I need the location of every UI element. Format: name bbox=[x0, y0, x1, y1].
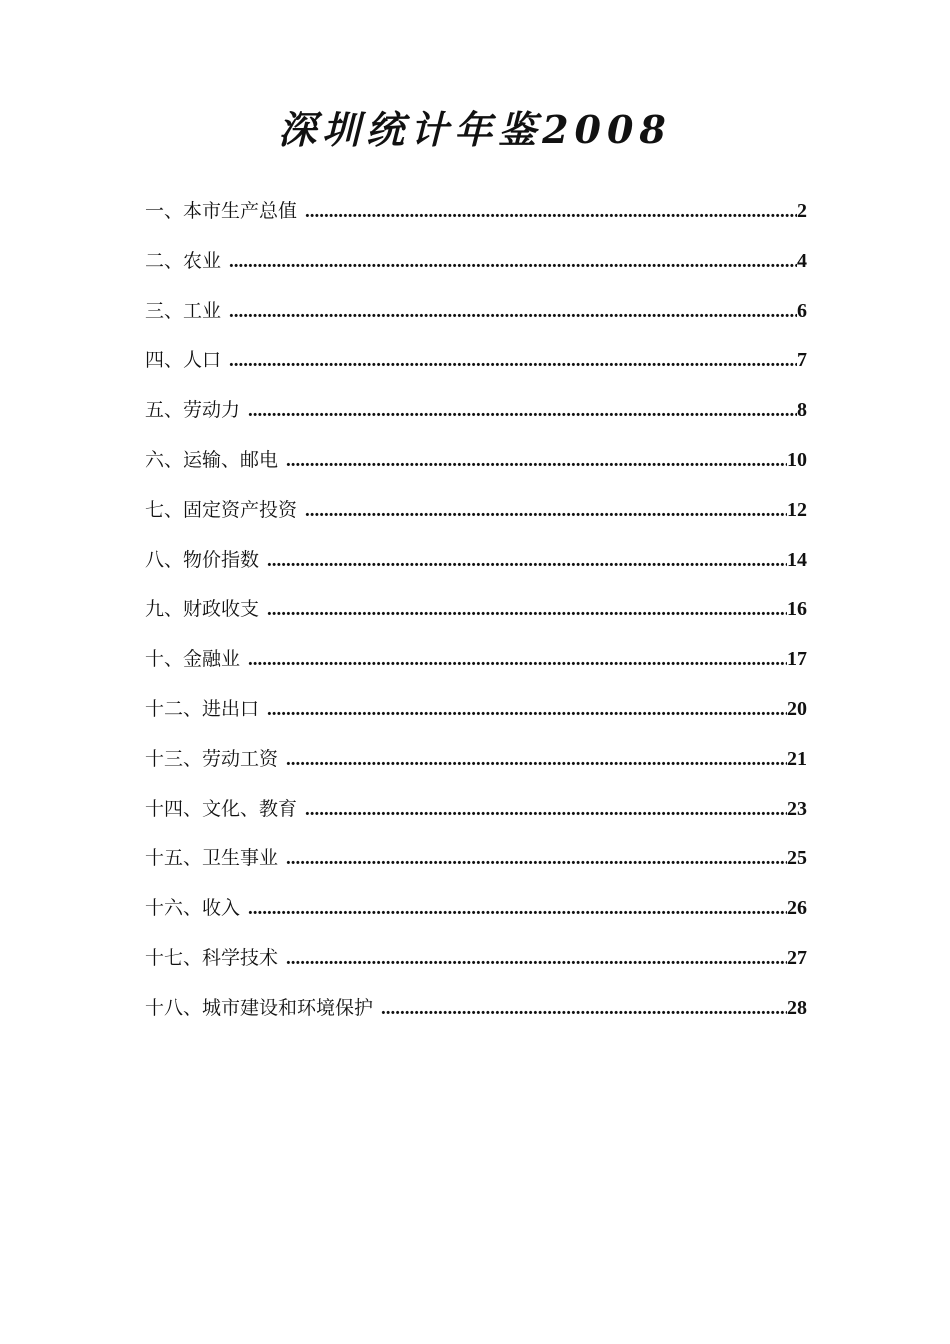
toc-dot-leader bbox=[286, 739, 787, 781]
toc-dot-leader bbox=[248, 390, 797, 432]
toc-entry-label: 七、固定资产投资 bbox=[145, 498, 298, 521]
toc-dot-leader bbox=[305, 191, 797, 233]
toc-dot-leader bbox=[229, 291, 797, 333]
toc-page-number: 7 bbox=[797, 349, 807, 372]
toc-entry[interactable] bbox=[145, 638, 807, 688]
toc-entry[interactable] bbox=[145, 688, 807, 738]
toc-dot-leader bbox=[229, 241, 797, 283]
toc-page-number: 12 bbox=[787, 498, 807, 521]
toc-page-number: 8 bbox=[797, 399, 807, 422]
toc-page-number: 10 bbox=[787, 448, 807, 471]
toc-page-number: 23 bbox=[787, 797, 807, 820]
toc-dot-leader bbox=[305, 490, 787, 532]
toc-entry-label: 十三、劳动工资 bbox=[145, 747, 279, 770]
toc-entry[interactable] bbox=[145, 339, 807, 389]
toc-dot-leader bbox=[267, 540, 787, 582]
toc-entry-label: 五、劳动力 bbox=[145, 399, 241, 422]
toc-entry[interactable] bbox=[145, 887, 807, 937]
toc-entry[interactable] bbox=[145, 389, 807, 439]
toc-page-number: 2 bbox=[797, 200, 807, 222]
toc-page-number: 6 bbox=[797, 299, 807, 322]
toc-entry[interactable] bbox=[145, 539, 807, 589]
toc-dot-leader bbox=[305, 789, 787, 831]
toc-entry-label: 一、本市生产总值 bbox=[145, 200, 298, 222]
toc-dot-leader bbox=[267, 589, 787, 631]
toc-entry-label: 十八、城市建设和环境保护 bbox=[145, 996, 374, 1019]
toc-page-number: 21 bbox=[787, 747, 807, 770]
toc-entry-label: 六、运输、邮电 bbox=[145, 448, 279, 471]
toc-dot-leader bbox=[286, 838, 787, 880]
toc-page-number: 20 bbox=[787, 697, 807, 720]
toc-entry[interactable] bbox=[145, 290, 807, 340]
toc-dot-leader bbox=[248, 639, 787, 681]
toc-dot-leader bbox=[286, 938, 787, 980]
toc-entry-label: 八、物价指数 bbox=[145, 548, 260, 571]
toc-page-number: 26 bbox=[787, 897, 807, 920]
toc-entry-label: 十六、收入 bbox=[145, 897, 241, 920]
toc-page-number: 28 bbox=[787, 996, 807, 1019]
toc-entry[interactable] bbox=[145, 190, 807, 240]
toc-dot-leader bbox=[229, 340, 797, 382]
toc-entry-label: 九、财政收支 bbox=[145, 598, 260, 621]
toc-page-number: 16 bbox=[787, 598, 807, 621]
toc-page-number: 14 bbox=[787, 548, 807, 571]
toc-entry-label: 十、金融业 bbox=[145, 648, 241, 671]
toc-page-number: 25 bbox=[787, 847, 807, 870]
toc-entry[interactable] bbox=[145, 489, 807, 539]
toc-entry[interactable] bbox=[145, 788, 807, 838]
toc-entry-label: 四、人口 bbox=[145, 349, 222, 372]
toc-page-number: 17 bbox=[787, 648, 807, 671]
toc-entry[interactable] bbox=[145, 738, 807, 788]
toc-dot-leader bbox=[286, 440, 787, 482]
toc-entry[interactable] bbox=[145, 240, 807, 290]
toc-entry[interactable] bbox=[145, 439, 807, 489]
toc-entry-label: 十七、科学技术 bbox=[145, 946, 279, 969]
toc-entry[interactable] bbox=[145, 837, 807, 887]
toc-page-number: 27 bbox=[787, 946, 807, 969]
toc-entry-label: 十五、卫生事业 bbox=[145, 847, 279, 870]
toc-entry[interactable] bbox=[145, 987, 807, 1037]
toc-dot-leader bbox=[381, 988, 787, 1030]
toc-page-number: 4 bbox=[797, 249, 807, 272]
table-of-contents bbox=[145, 190, 807, 1037]
toc-entry-label: 十四、文化、教育 bbox=[145, 797, 298, 820]
toc-entry-label: 十二、进出口 bbox=[145, 697, 260, 720]
toc-dot-leader bbox=[248, 888, 787, 930]
toc-entry[interactable] bbox=[145, 937, 807, 987]
document-title: 深圳统计年鉴2008 bbox=[278, 107, 672, 152]
toc-entry-label: 三、工业 bbox=[145, 299, 222, 322]
toc-entry-label: 二、农业 bbox=[145, 249, 222, 272]
toc-entry[interactable] bbox=[145, 588, 807, 638]
toc-dot-leader bbox=[267, 689, 787, 731]
